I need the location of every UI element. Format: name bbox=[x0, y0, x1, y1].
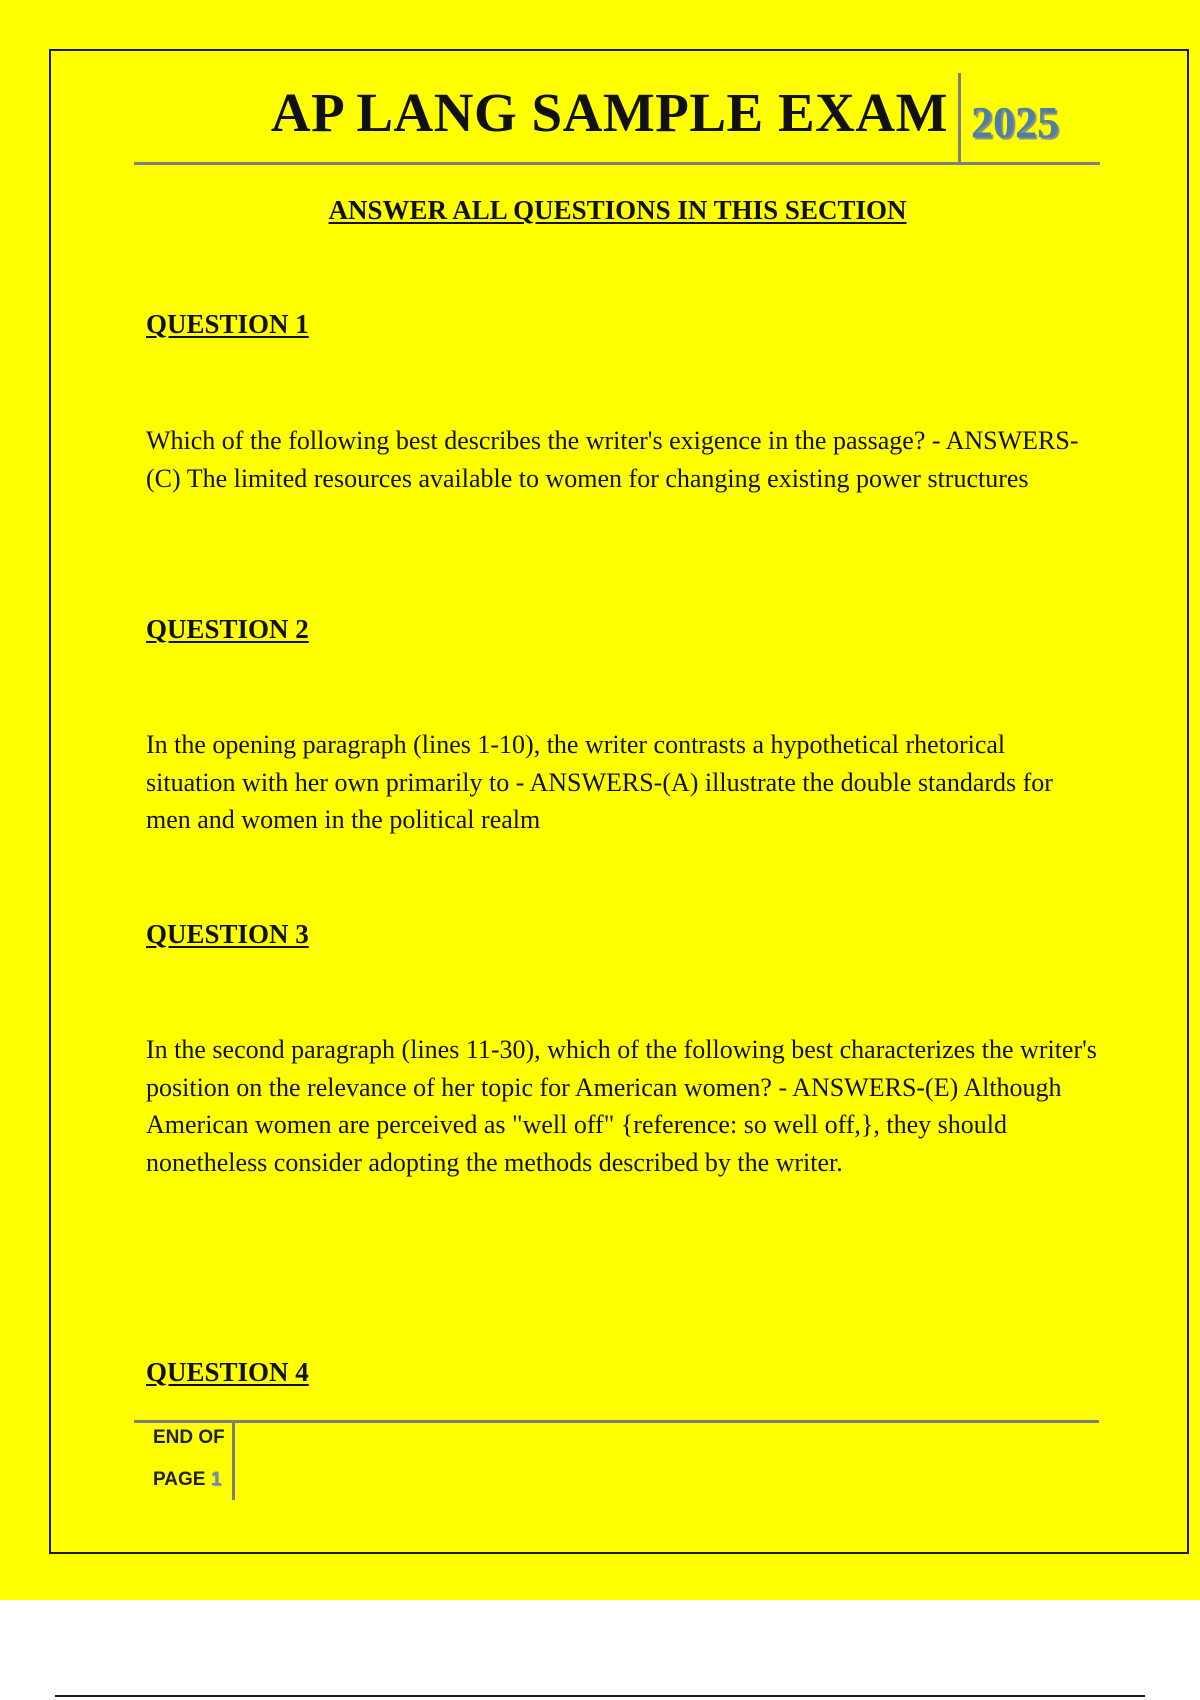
footer-page-text: PAGE bbox=[153, 1469, 206, 1490]
header-divider-vertical bbox=[958, 73, 961, 163]
bottom-rule bbox=[55, 1695, 1145, 1697]
footer-page-label bbox=[153, 1468, 221, 1492]
footer-page-number: 1 bbox=[210, 1469, 222, 1490]
section-instruction: ANSWER ALL QUESTIONS IN THIS SECTION bbox=[328, 195, 907, 225]
question-2-heading: QUESTION 2 bbox=[146, 614, 309, 644]
header-divider-horizontal bbox=[134, 162, 1100, 165]
footer-divider-vertical bbox=[232, 1423, 235, 1500]
question-3-text: In the second paragraph (lines 11-30), which of the following best characterizes the writer's position on the relevance of her topic for American women? - ANSWERS-(E) Although American women are perceived as "well off" {reference: so well off,}, they should nonetheless consider adopting the methods described by the writer. bbox=[146, 1035, 1097, 1177]
question-4-heading: QUESTION 4 bbox=[146, 1357, 309, 1387]
question-3-heading: QUESTION 3 bbox=[146, 919, 309, 949]
question-1-text: Which of the following best describes the writer's exigence in the passage? - ANSWERS-(C) The limited resources available to women for changing existing power structures bbox=[146, 426, 1079, 493]
footer-end-of-label: END OF bbox=[153, 1427, 225, 1448]
exam-year: 2025 bbox=[971, 98, 1059, 147]
exam-title: AP LANG SAMPLE EXAM bbox=[270, 82, 948, 143]
footer-divider-horizontal bbox=[134, 1420, 1099, 1423]
question-2-text: In the opening paragraph (lines 1-10), the writer contrasts a hypothetical rhetorical situation with her own primarily to - ANSWERS-(A) illustrate the double standards for men and women in the political realm bbox=[146, 730, 1053, 834]
question-1-heading: QUESTION 1 bbox=[146, 309, 309, 339]
